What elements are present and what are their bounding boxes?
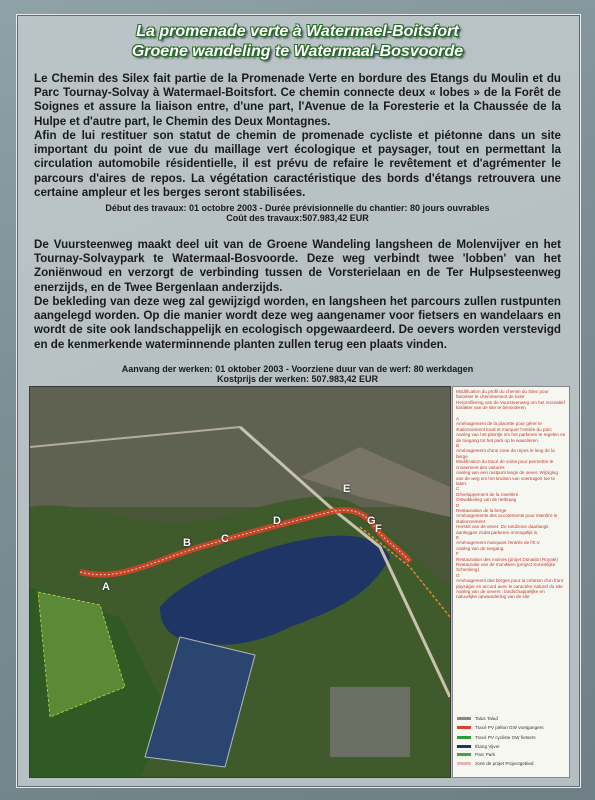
aerial-map (29, 386, 451, 778)
dutch-start-date: Aanvang der werken: 01 oktober 2003 - Voorziene duur van de werf: 80 werkdagen (121, 364, 474, 374)
map-label-f: F (375, 523, 382, 535)
legend-item-cyclist: Tracé PV cycliste GW fietsers (475, 735, 536, 740)
map-label-a: A (102, 581, 110, 593)
dutch-paragraph-2: De bekleding van deze weg zal gewijzigd worden, en langsheen het parcours zullen rustpunten aangelegd worden. Op die manier wordt deze weg aangenamer voor fietsers en wandelaars en wordt de site ook landschappelijk en ecologisch opgewaardeerd. De oevers worden verstevigd en de kenmerkende waterminnende planten zullen terug een plaats vinden. (34, 295, 561, 351)
map-legend-panel (452, 386, 570, 778)
legend-swatch-pond (457, 745, 471, 748)
map-graphic (30, 387, 450, 777)
legend-swatch-talus (457, 717, 471, 720)
map-label-g: G (367, 515, 376, 527)
french-paragraph-1: Le Chemin des Silex fait partie de la Promenade Verte en bordure des Etangs du Moulin et du Parc Tournay-Solvay à Watermael-Boitsfort. Ce chemin connecte deux « lobes » de la Forêt de Soignes et assure la liaison entre, d'une part, l'Avenue de la Foresterie et la Chaussée de la Hulpe et d'autre part, le Chemin des Deux Montagnes. (34, 72, 561, 128)
french-cost: Coût des travaux:507.983,42 EUR (226, 213, 369, 223)
legend-swatch-cyclist (457, 736, 471, 739)
title-french: La promenade verte à Watermael-Boitsfort (136, 23, 459, 40)
map-label-e: E (343, 483, 351, 495)
title-dutch: Groene wandeling te Watermaal-Bosvoorde (131, 43, 464, 60)
legend-item-pedestrian: Tracé PV piéton GW voetgangers (475, 725, 544, 730)
dutch-paragraph-1: De Vuursteenweg maakt deel uit van de Groene Wandeling langsheen de Molenvijver en het Tournay-Solvaypark te Watermaal-Bosvoorde. Deze weg verbindt twee 'lobben' van het Zoniënwoud en verzorgt de verbinding tussen de Vorsterielaan en de Ter Hulpsesteenweg enerzijds, en de Twee Bergenlaan anderzijds. (34, 238, 561, 294)
map-label-b: B (183, 537, 191, 549)
map-label-d: D (273, 515, 281, 527)
french-paragraph-2: Afin de lui restituer son statut de chemin de promenade cycliste et piétonne dans un site important du point de vue du maillage vert écologique et paysager, tout en permettant la circulation automobile résidentielle, il est prévu de refaire le revêtement et d'agrémenter le parcours d'aires de repos. La végétation caractéristique des bords d'étangs retrouvera une certaine ampleur et les berges seront stabilisées. (34, 129, 561, 199)
legend-item-park: Parc Park (475, 752, 496, 757)
legend-swatch-project-zone (457, 762, 471, 765)
legend-item-pond: Étang Vijver (475, 744, 500, 749)
map-label-c: C (221, 533, 229, 545)
french-start-date: Début des travaux: 01 octobre 2003 - Durée prévisionnelle du chantier: 80 jours ouvrables (105, 203, 490, 213)
legend-item-project-zone: zone de projet Projectgebied (475, 761, 534, 766)
legend-item-talus: Talus Talud (475, 716, 498, 721)
legend-swatch-park (457, 753, 471, 756)
dutch-cost: Kostprijs der werken: 507.983,42 EUR (216, 374, 379, 384)
legend-swatch-pedestrian (457, 726, 471, 729)
legend-notes: Modification du profil du chemin du Silex pour favoriser le cheminement de loisir Herprofilering van de Vuursteenweg om het recreatief karakter van de site te bevorderen A Aménagement de la placette pour gérer le stationnement local et marquer l'entrée du parc Aanleg van het pleintje om het parkeren te regelen en de toegang tot het park op te waarderen. B Aménagement d'une zone de repos le long de la berge Modification du tracé de voirie pour permettre le croisement des voitures Aanleg van een rustpunt langs de oever. Wijziging van de weg om het kruisen van voertuigen toe te laten. C Développement de la roselière Ontwikkeling van de rietkraag D Restauration de la berge Aménagements des accotements pour interdire le stationnement Herstel van de oever. De randzone daarlangs aanleggen zodat parkeren onmogelijk is. E Aménagement marquant l'entrée de l'E.V. Aanleg van de toegang. F Restauration des moines (projet Donation Royale) Restauratie van de monikken (project Koninklijke Schenking) G Aménagement des berges pour la création d'un front paysager en accord avec le caractère naturel du site Aanleg van de oevers : landschappelijke en natuurlijke opwaardering van de site (456, 389, 566, 600)
